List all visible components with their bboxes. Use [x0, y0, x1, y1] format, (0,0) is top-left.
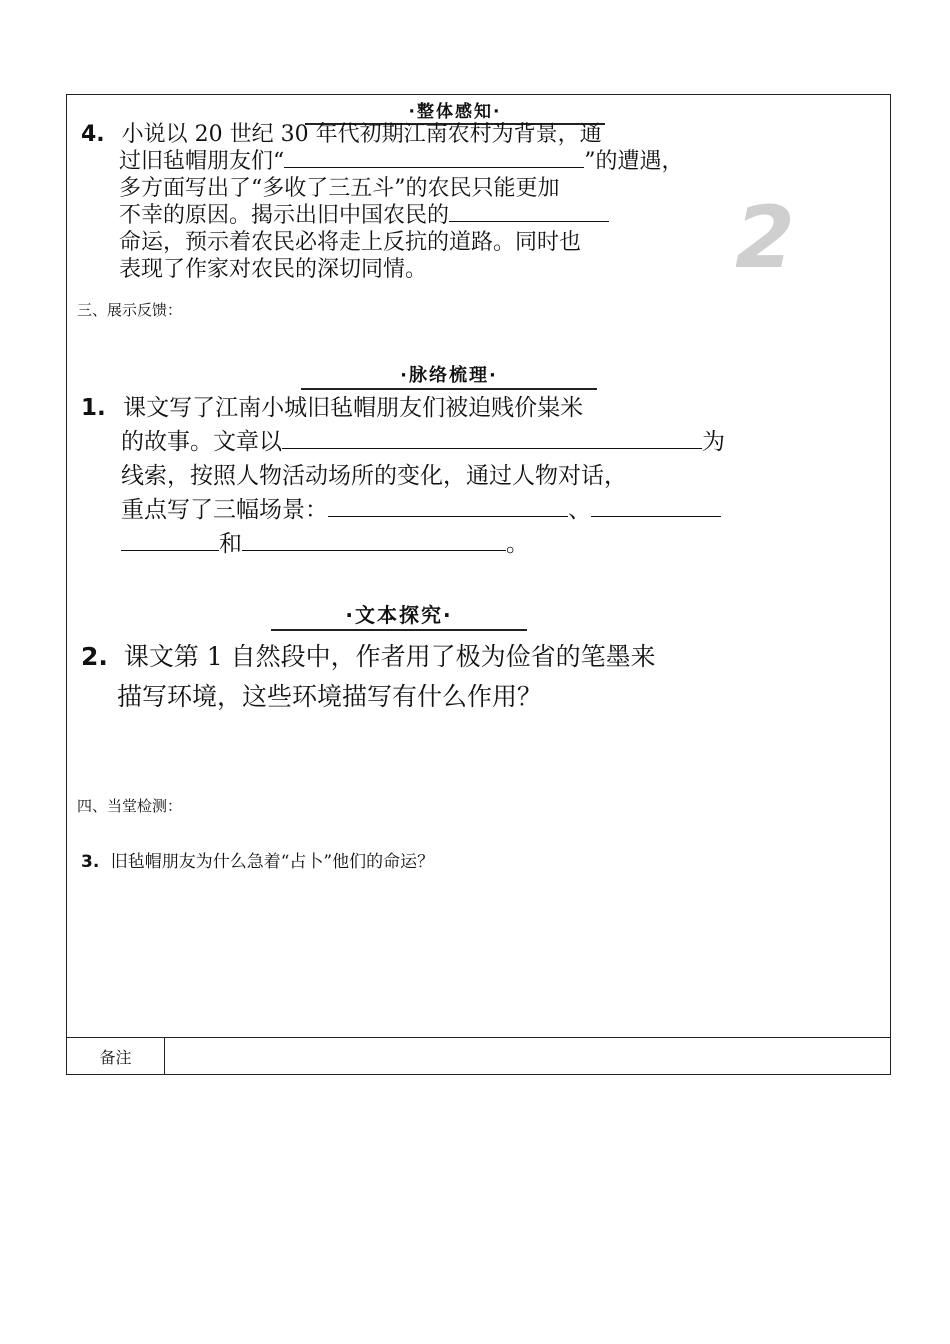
text-line: 线索，按照人物活动场所的变化，通过人物对话， — [121, 463, 627, 489]
section-heading-text: ·文本探究· — [345, 603, 453, 627]
section-heading-text: ·脉络梳理· — [400, 365, 498, 386]
text-line: 表现了作家对农民的深切同情。 — [119, 257, 428, 282]
text-line: 命运，预示着农民必将走上反抗的道路。同时也 — [119, 230, 582, 255]
text-line: 的故事。文章以 — [121, 429, 282, 455]
section-heading-text: ·整体感知· — [408, 102, 502, 122]
fill-blank[interactable] — [449, 203, 609, 222]
text-line: 过旧毡帽朋友们“ — [119, 149, 285, 174]
text-line: 旧毡帽朋友为什么急着“占卜”他们的命运？ — [110, 852, 435, 872]
section-heading-inquiry — [271, 599, 527, 631]
feedback-title: 三、展示反馈： — [77, 301, 183, 319]
heading-underline — [271, 629, 527, 631]
question-number: 1. — [81, 395, 106, 421]
heading-underline — [301, 388, 597, 390]
text-line: 课文第 1 自然段中，作者用了极为俭省的笔墨来 — [123, 642, 656, 671]
fill-blank[interactable] — [328, 498, 568, 517]
question-1-line — [81, 527, 881, 561]
question-2-line — [81, 637, 881, 677]
text-line: 小说以 20 世纪 30 年代初期江南农村为背景，通 — [121, 122, 602, 147]
question-number: 4. — [81, 122, 105, 147]
text-line: 和 — [219, 531, 242, 557]
text-line: 课文写了江南小城旧毡帽朋友们被迫贱价粜米 — [123, 395, 584, 421]
decorative-number: 2 — [735, 188, 795, 288]
section-heading-outline — [301, 361, 597, 390]
question-1-block — [81, 391, 881, 561]
text-line: ”的遭遇， — [584, 149, 684, 174]
question-3 — [81, 847, 434, 872]
text-line: 、 — [568, 497, 591, 523]
worksheet-frame — [66, 94, 891, 1075]
text-line: 。 — [506, 531, 529, 557]
fill-blank[interactable] — [591, 498, 721, 517]
fill-blank[interactable] — [284, 149, 584, 168]
text-line: 描写环境，这些环境描写有什么作用？ — [117, 682, 543, 711]
question-number: 3. — [81, 852, 100, 872]
text-line: 不幸的原因。揭示出旧中国农民的 — [119, 203, 450, 228]
question-1-line — [81, 391, 881, 425]
question-1-line — [81, 425, 881, 459]
note-label: 备注 — [67, 1038, 165, 1074]
question-2-block — [81, 637, 881, 717]
question-number: 2. — [81, 642, 108, 671]
text-line: 为 — [702, 429, 725, 455]
text-line: 多方面写出了“多收了三五斗”的农民只能更加 — [119, 176, 560, 201]
question-4-line — [81, 121, 881, 148]
fill-blank[interactable] — [282, 430, 702, 449]
question-4-line — [81, 148, 881, 175]
check-title: 四、当堂检测： — [77, 797, 183, 815]
question-1-line — [81, 493, 881, 527]
fill-blank[interactable] — [121, 532, 219, 551]
text-line: 重点写了三幅场景： — [121, 497, 328, 523]
fill-blank[interactable] — [242, 532, 506, 551]
note-row — [67, 1037, 890, 1074]
